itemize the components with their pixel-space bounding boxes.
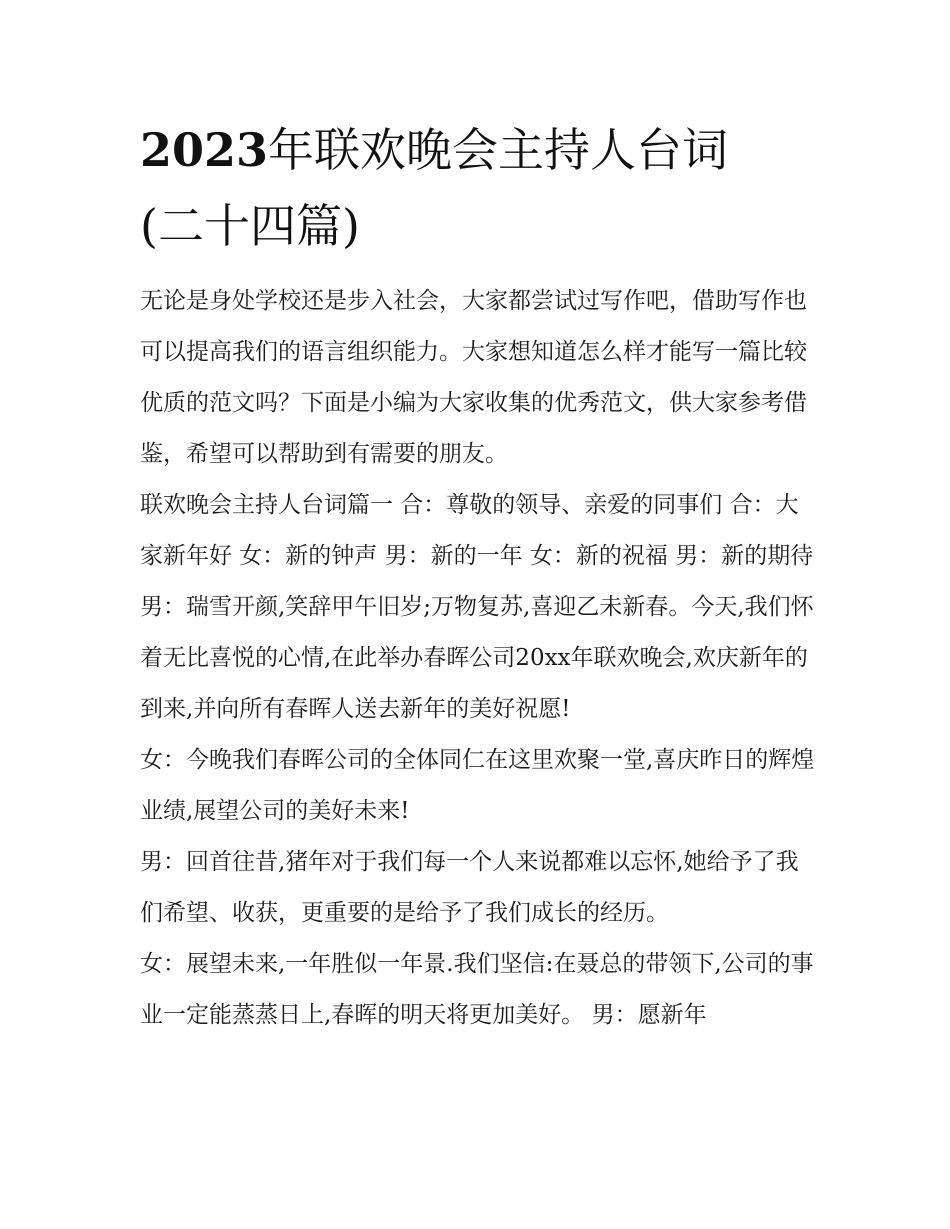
paragraph-opening: 联欢晚会主持人台词篇一 合：尊敬的领导、亲爱的同事们 合：大家新年好 女：新的钟声 男：新的一年 女：新的祝福 男：新的期待 xyxy=(140,492,814,569)
paragraph-male-2: 男：回首往昔,猪年对于我们每一个人来说都难以忘怀,她给予了我们希望、收获，更重要的是给予了我们成长的经历。 xyxy=(140,849,799,926)
document-body xyxy=(140,276,820,1041)
document-title xyxy=(140,112,820,264)
title-main: 年联欢晚会主持人台词 xyxy=(268,123,729,177)
paragraph-female-1: 女：今晚我们春晖公司的全体同仁在这里欢聚一堂,喜庆昨日的辉煌业绩,展望公司的美好未来! xyxy=(140,747,815,824)
paragraph-female-2: 女：展望未来,一年胜似一年景.我们坚信:在聂总的带领下,公司的事业一定能蒸蒸日上,春晖的明天将更加美好。 男：愿新年 xyxy=(140,951,814,1028)
title-year: 2023 xyxy=(140,123,269,177)
title-subtitle: (二十四篇) xyxy=(140,199,360,253)
paragraph-intro: 无论是身处学校还是步入社会，大家都尝试过写作吧，借助写作也可以提高我们的语言组织能力。大家想知道怎么样才能写一篇比较优质的范文吗？下面是小编为大家收集的优秀范文，供大家参考借鉴，希望可以帮助到有需要的朋友。 xyxy=(140,288,807,467)
paragraph-male-1: 男：瑞雪开颜,笑辞甲午旧岁;万物复苏,喜迎乙未新春。今天,我们怀着无比喜悦的心情,在此举办春晖公司20xx年联欢晚会,欢庆新年的到来,并向所有春晖人送去新年的美好祝愿! xyxy=(140,594,814,722)
